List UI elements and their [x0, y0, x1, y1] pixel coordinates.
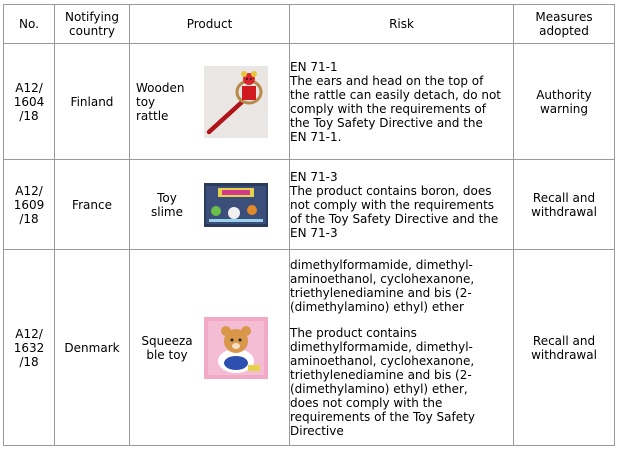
notifications-table: [3, 4, 615, 446]
cell-measures: Recall and withdrawal: [514, 160, 615, 250]
header-row: [4, 5, 615, 44]
cell-risk: EN 71-1 The ears and head on the top of the rattle can easily detach, do not comply with the requirements of the Toy Safety Directive and the EN 71-1.: [290, 44, 514, 160]
header-no: No.: [4, 5, 55, 44]
cell-no: A12/ 1632 /18: [4, 250, 55, 446]
table-row: [4, 160, 615, 250]
table-row: [4, 44, 615, 160]
header-risk: Risk: [290, 5, 514, 44]
cell-no: A12/ 1609 /18: [4, 160, 55, 250]
red-wooden-rattle-photo: [204, 66, 268, 138]
cell-product: [130, 160, 290, 250]
cell-product: [130, 44, 290, 160]
table-row: [4, 250, 615, 446]
cell-country: Finland: [55, 44, 130, 160]
cell-country: Denmark: [55, 250, 130, 446]
cell-product: [130, 250, 290, 446]
header-measures-adopted: Measures adopted: [514, 5, 615, 44]
squeezable-bear-toy-photo: [204, 317, 268, 379]
cell-measures: Authority warning: [514, 44, 615, 160]
product-name: Wooden toy rattle: [136, 80, 185, 123]
header-notifying-country: Notifying country: [55, 5, 130, 44]
product-name: Toy slime: [151, 190, 183, 219]
cell-no: A12/ 1604 /18: [4, 44, 55, 160]
cell-risk: EN 71-3 The product contains boron, does not comply with the requirements of the Toy Safety Directive and the EN 71-3: [290, 160, 514, 250]
product-name: Squeeza ble toy: [141, 333, 193, 362]
toy-slime-package-photo: [204, 183, 268, 227]
cell-risk: dimethylformamide, dimethyl- aminoethanol, cyclohexanone, triethylenediamine and bis (2- (dimethylamino) ethyl) ether The product contains dimethylformamide, dimethyl- aminoethanol, cyclohexanone, triethylenediamine and bis (2- (dimethylamino) ethyl) ether, does not comply with the requirements of the Toy Safety Directive: [290, 250, 514, 446]
cell-measures: Recall and withdrawal: [514, 250, 615, 446]
notifications-table-container: [3, 4, 615, 446]
cell-country: France: [55, 160, 130, 250]
header-product: Product: [130, 5, 290, 44]
